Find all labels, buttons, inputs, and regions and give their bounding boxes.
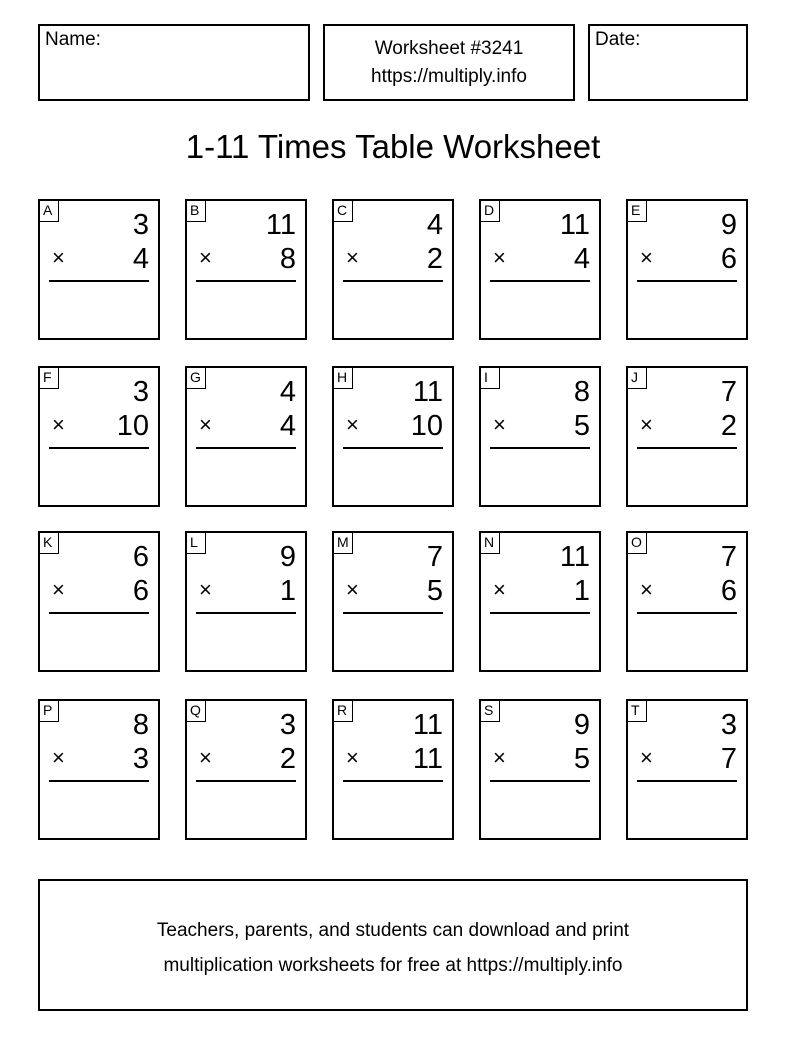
problem-card[interactable]	[332, 699, 454, 840]
problem-card[interactable]	[626, 366, 748, 507]
problem-label: O	[628, 533, 647, 554]
answer-line	[637, 612, 737, 614]
answer-line	[490, 780, 590, 782]
answer-line	[196, 612, 296, 614]
problem-label: E	[628, 201, 647, 222]
worksheet-number: Worksheet #3241	[374, 38, 524, 59]
problem-top-number: 9	[279, 541, 296, 573]
problem-card[interactable]	[38, 199, 160, 340]
date-label: Date:	[595, 29, 641, 50]
problem-bottom-number: 11	[412, 743, 443, 775]
problem-label: J	[628, 368, 647, 389]
problem-label: N	[481, 533, 500, 554]
problem-bottom-number: 4	[279, 410, 296, 442]
answer-line	[196, 447, 296, 449]
worksheet-title: 1-11 Times Table Worksheet	[185, 128, 601, 165]
problem-top-number: 11	[559, 209, 590, 241]
problem-card[interactable]	[185, 699, 307, 840]
footer-box	[38, 879, 748, 1011]
problem-top-number: 11	[559, 541, 590, 573]
problem-card[interactable]	[38, 699, 160, 840]
multiply-sign-icon: ×	[52, 245, 65, 270]
problem-top-number: 3	[720, 709, 737, 741]
problem-bottom-number: 2	[720, 410, 737, 442]
problem-card[interactable]	[332, 531, 454, 672]
problem-top-number: 7	[720, 376, 737, 408]
problem-card[interactable]	[185, 531, 307, 672]
problem-label: T	[628, 701, 647, 722]
problem-bottom-number: 3	[132, 743, 149, 775]
problem-bottom-number: 2	[426, 243, 443, 275]
problem-bottom-number: 4	[132, 243, 149, 275]
worksheet-website: https://multiply.info	[371, 66, 527, 87]
problem-top-number: 4	[426, 209, 443, 241]
problem-card[interactable]	[185, 199, 307, 340]
problem-card[interactable]	[332, 199, 454, 340]
answer-line	[49, 447, 149, 449]
problem-bottom-number: 7	[720, 743, 737, 775]
problem-top-number: 8	[573, 376, 590, 408]
multiply-sign-icon: ×	[199, 412, 212, 437]
multiply-sign-icon: ×	[346, 412, 359, 437]
answer-line	[49, 780, 149, 782]
problem-card[interactable]	[185, 366, 307, 507]
footer-line-1: Teachers, parents, and students can download and print	[156, 920, 630, 941]
problem-top-number: 8	[132, 709, 149, 741]
problem-bottom-number: 10	[410, 410, 443, 442]
multiply-sign-icon: ×	[199, 577, 212, 602]
multiply-sign-icon: ×	[199, 245, 212, 270]
answer-line	[490, 612, 590, 614]
problem-top-number: 3	[279, 709, 296, 741]
answer-line	[343, 447, 443, 449]
problem-top-number: 3	[132, 376, 149, 408]
problem-top-number: 11	[265, 209, 296, 241]
answer-line	[637, 447, 737, 449]
multiply-sign-icon: ×	[493, 412, 506, 437]
problem-label: P	[40, 701, 59, 722]
problem-bottom-number: 6	[132, 575, 149, 607]
answer-line	[490, 280, 590, 282]
problem-top-number: 4	[279, 376, 296, 408]
footer-line-2: multiplication worksheets for free at https://multiply.info	[163, 955, 623, 976]
multiply-sign-icon: ×	[52, 577, 65, 602]
answer-line	[343, 280, 443, 282]
problem-card[interactable]	[332, 366, 454, 507]
problem-bottom-number: 8	[279, 243, 296, 275]
problem-bottom-number: 6	[720, 243, 737, 275]
multiply-sign-icon: ×	[346, 245, 359, 270]
problem-bottom-number: 5	[426, 575, 443, 607]
problem-label: I	[481, 368, 500, 389]
problem-top-number: 9	[720, 209, 737, 241]
problem-top-number: 7	[426, 541, 443, 573]
problem-bottom-number: 1	[279, 575, 296, 607]
problem-top-number: 6	[132, 541, 149, 573]
answer-line	[490, 447, 590, 449]
problem-card[interactable]	[38, 366, 160, 507]
answer-line	[49, 612, 149, 614]
problem-top-number: 11	[412, 376, 443, 408]
answer-line	[343, 780, 443, 782]
answer-line	[637, 280, 737, 282]
problem-bottom-number: 6	[720, 575, 737, 607]
problem-card[interactable]	[479, 531, 601, 672]
multiply-sign-icon: ×	[640, 745, 653, 770]
problem-bottom-number: 10	[116, 410, 149, 442]
problem-label: Q	[187, 701, 206, 722]
answer-line	[49, 280, 149, 282]
problem-label: G	[187, 368, 206, 389]
problem-label: L	[187, 533, 206, 554]
problem-label: M	[334, 533, 353, 554]
problem-label: F	[40, 368, 59, 389]
multiply-sign-icon: ×	[493, 745, 506, 770]
problem-top-number: 7	[720, 541, 737, 573]
multiply-sign-icon: ×	[640, 577, 653, 602]
problem-label: D	[481, 201, 500, 222]
multiply-sign-icon: ×	[346, 577, 359, 602]
problem-bottom-number: 1	[573, 575, 590, 607]
multiply-sign-icon: ×	[52, 412, 65, 437]
problem-bottom-number: 2	[279, 743, 296, 775]
problem-card[interactable]	[479, 699, 601, 840]
problem-card[interactable]	[479, 199, 601, 340]
answer-line	[637, 780, 737, 782]
problem-label: A	[40, 201, 59, 222]
multiply-sign-icon: ×	[199, 745, 212, 770]
multiply-sign-icon: ×	[640, 245, 653, 270]
answer-line	[343, 612, 443, 614]
problem-card[interactable]	[626, 531, 748, 672]
answer-line	[196, 280, 296, 282]
problem-top-number: 3	[132, 209, 149, 241]
multiply-sign-icon: ×	[346, 745, 359, 770]
problem-top-number: 11	[412, 709, 443, 741]
problem-card[interactable]	[38, 531, 160, 672]
name-label: Name:	[45, 29, 101, 50]
multiply-sign-icon: ×	[52, 745, 65, 770]
problem-label: R	[334, 701, 353, 722]
problem-label: C	[334, 201, 353, 222]
problem-bottom-number: 5	[573, 743, 590, 775]
problem-label: K	[40, 533, 59, 554]
problem-label: B	[187, 201, 206, 222]
problem-bottom-number: 4	[573, 243, 590, 275]
problem-label: S	[481, 701, 500, 722]
problem-card[interactable]	[626, 199, 748, 340]
problem-card[interactable]	[479, 366, 601, 507]
multiply-sign-icon: ×	[493, 245, 506, 270]
problem-card[interactable]	[626, 699, 748, 840]
problem-label: H	[334, 368, 353, 389]
problem-bottom-number: 5	[573, 410, 590, 442]
multiply-sign-icon: ×	[640, 412, 653, 437]
answer-line	[196, 780, 296, 782]
problem-top-number: 9	[573, 709, 590, 741]
multiply-sign-icon: ×	[493, 577, 506, 602]
